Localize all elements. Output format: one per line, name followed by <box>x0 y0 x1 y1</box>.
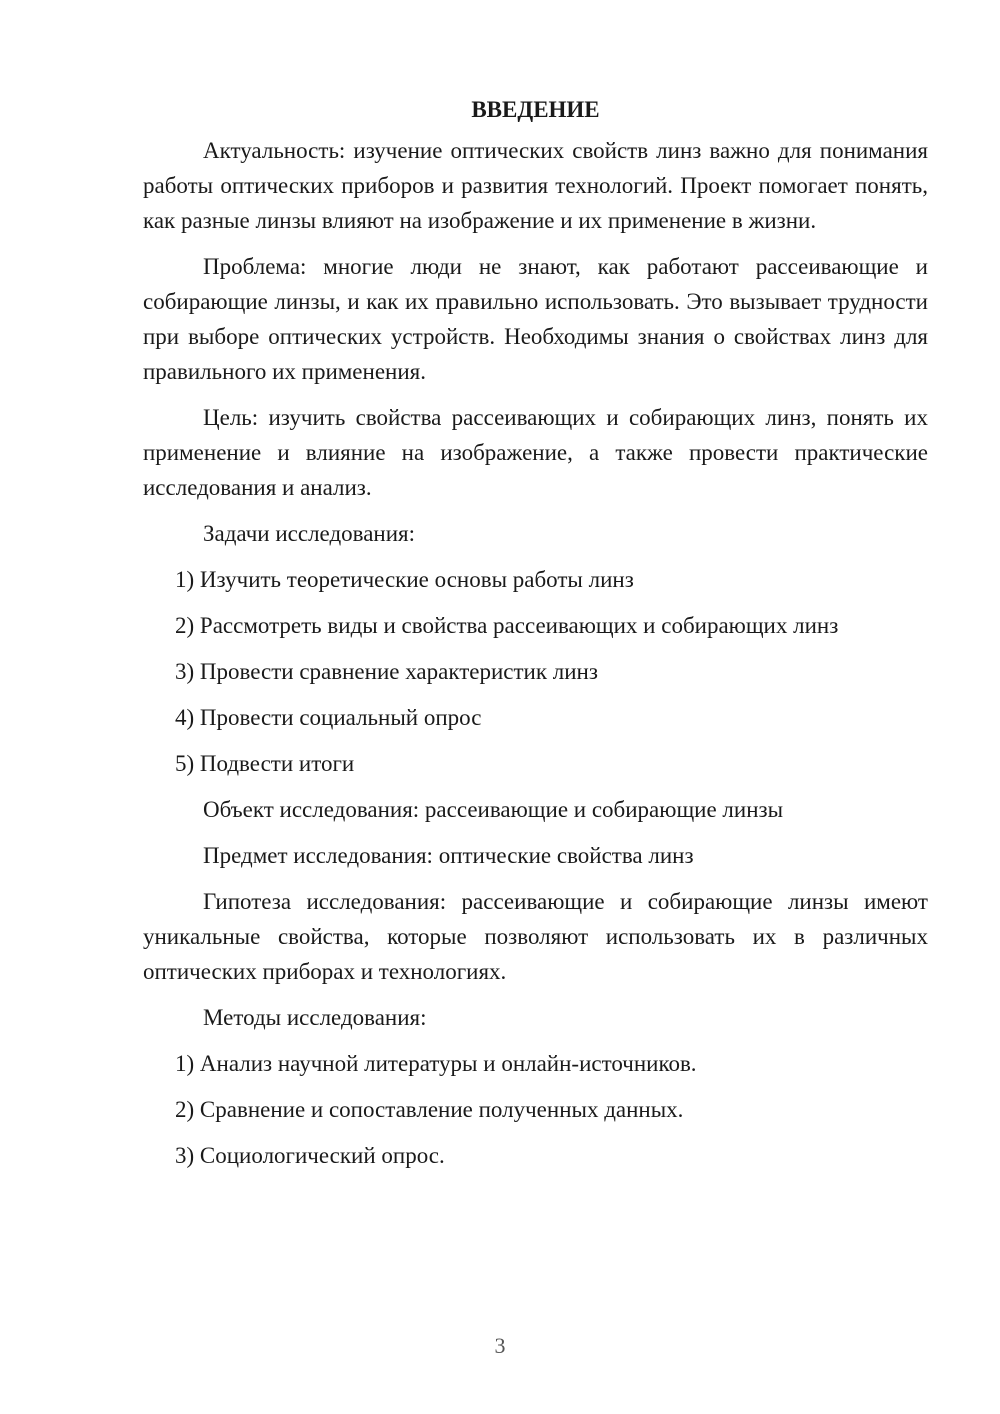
method-item: 3) Социологический опрос. <box>175 1143 445 1168</box>
goal-paragraph: Цель: изучить свойства рассеивающих и собирающих линз, понять их применение и влияние на изображение, а также провести практические исследования и анализ. <box>143 405 928 500</box>
document-title: ВВЕДЕНИЕ <box>471 97 600 122</box>
methods-list <box>143 1046 928 1173</box>
tasks-list <box>143 562 928 781</box>
problem-paragraph: Проблема: многие люди не знают, как работают рассеивающие и собирающие линзы, и как их правильно использовать. Это вызывает трудности при выборе оптических устройств. Необходимы знания о свойствах линз для правильного их применения. <box>143 254 928 384</box>
task-item: 1) Изучить теоретические основы работы линз <box>175 567 634 592</box>
relevance-paragraph: Актуальность: изучение оптических свойств линз важно для понимания работы оптических приборов и развития технологий. Проект помогает понять, как разные линзы влияют на изображение и их применение в жизни. <box>143 138 928 233</box>
task-item: 2) Рассмотреть виды и свойства рассеивающих и собирающих линз <box>175 613 839 638</box>
tasks-heading: Задачи исследования: <box>203 521 416 546</box>
document-page <box>143 92 928 1184</box>
task-item: 4) Провести социальный опрос <box>175 705 482 730</box>
methods-heading: Методы исследования: <box>203 1005 427 1030</box>
object-line: Объект исследования: рассеивающие и собирающие линзы <box>203 797 784 822</box>
method-item: 2) Сравнение и сопоставление полученных данных. <box>175 1097 684 1122</box>
page-number: 3 <box>494 1333 506 1358</box>
method-item: 1) Анализ научной литературы и онлайн-источников. <box>175 1051 697 1076</box>
hypothesis-paragraph: Гипотеза исследования: рассеивающие и собирающие линзы имеют уникальные свойства, которые позволяют использовать их в различных оптических приборах и технологиях. <box>143 889 928 984</box>
task-item: 5) Подвести итоги <box>175 751 355 776</box>
subject-line: Предмет исследования: оптические свойства линз <box>203 843 694 868</box>
task-item: 3) Провести сравнение характеристик линз <box>175 659 598 684</box>
